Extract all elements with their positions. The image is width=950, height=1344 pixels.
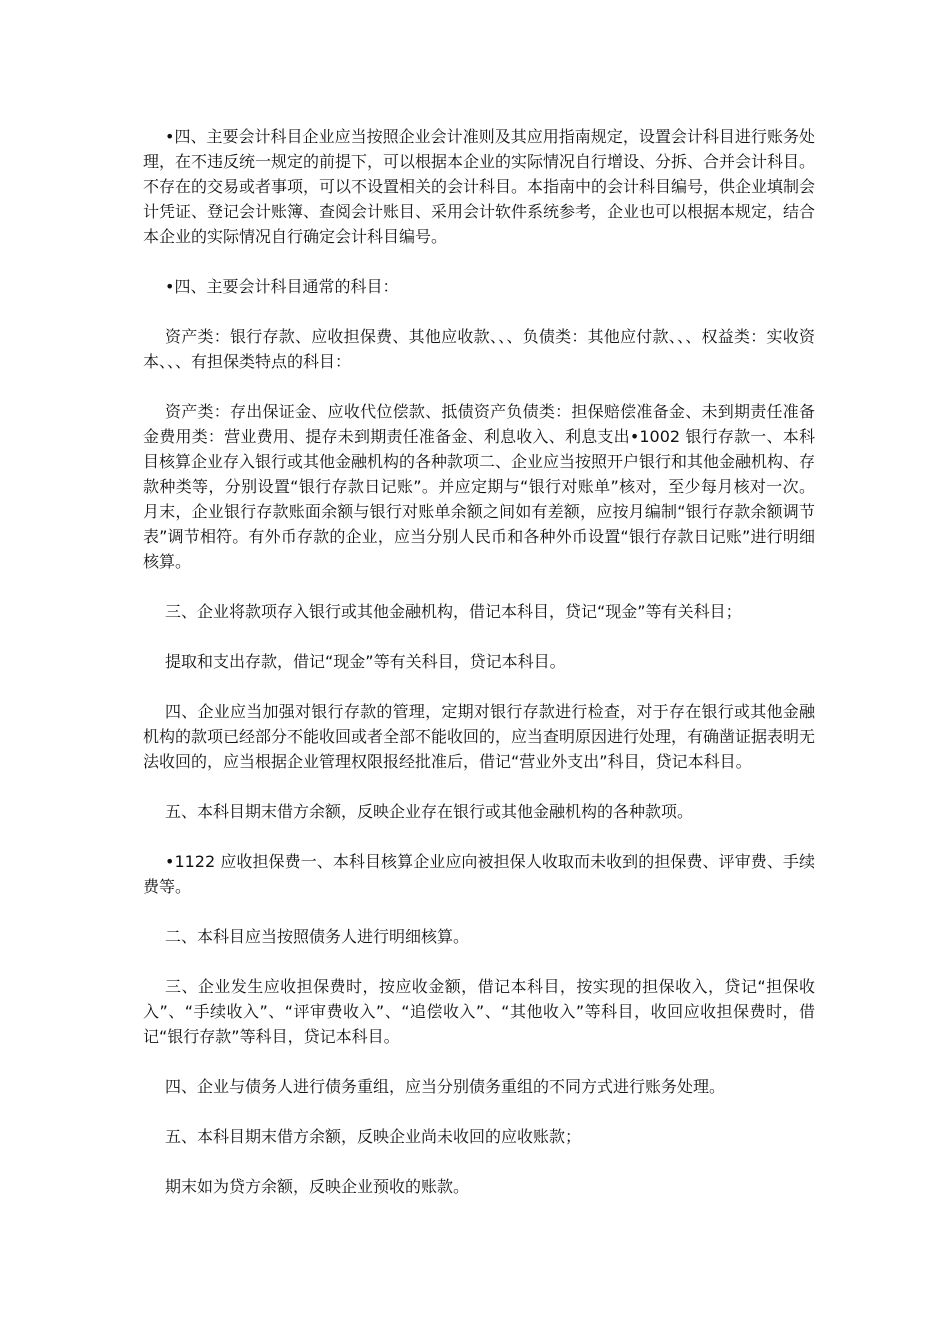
paragraph-withdrawal-entry: 提取和支出存款，借记“现金”等有关科目，贷记本科目。 [165, 652, 566, 671]
paragraph-receivable-balance: 五、本科目期末借方余额，反映企业尚未收回的应收账款； [165, 1127, 582, 1146]
paragraph-subject-setup: •四、主要会计科目企业应当按照企业会计准则及其应用指南规定，设置会计科目进行账务处理，在不违反统一规定的前提下，可以根据本企业的实际情况自行增设、分拆、合并会计科目。不存在的交易或者事项，可以不设置相关的会计科目。本指南中的会计科目编号，供企业填制会计凭证、登记会计账簿、查阅会计账目、采用会计软件系统参考，企业也可以根据本规定，结合本企业的实际情况自行确定会计科目编号。 [143, 127, 816, 246]
document-body [143, 124, 815, 1224]
paragraph-general-subjects: 资产类：银行存款、应收担保费、其他应收款、、、负债类：其他应付款、、、权益类：实收资本、、、有担保类特点的科目： [143, 327, 815, 371]
paragraph-deposit-balance: 五、本科目期末借方余额，反映企业存在银行或其他金融机构的各种款项。 [165, 802, 694, 821]
paragraph-receivable-fee: •1122 应收担保费一、本科目核算企业应向被担保人收取而未收到的担保费、评审费、手续费等。 [143, 852, 815, 896]
paragraph-receivable-entry: 三、企业发生应收担保费时，按应收金额，借记本科目，按实现的担保收入，贷记“担保收入”、“手续收入”、“评审费收入”、“追偿收入”、“其他收入”等科目，收回应收担保费时，借记“银行存款”等科目，贷记本科目。 [143, 977, 815, 1046]
paragraph-credit-balance: 期末如为贷方余额，反映企业预收的账款。 [165, 1177, 470, 1196]
paragraph-guarantee-subjects: 资产类：存出保证金、应收代位偿款、抵债资产负债类：担保赔偿准备金、未到期责任准备金费用类：营业费用、提存未到期责任准备金、利息收入、利息支出•1002 银行存款一、本科目核算企业存入银行或其他金融机构的各种款项二、企业应当按照开户银行和其他金融机构、存款种类等，分别设置“银行存款日记账”。并应定期与“银行对账单”核对，至少每月核对一次。月末，企业银行存款账面余额与银行对账单余额之间如有差额，应按月编制“银行存款余额调节表”调节相符。有外币存款的企业，应当分别人民币和各种外币设置“银行存款日记账”进行明细核算。 [143, 402, 816, 571]
paragraph-debtor-detail: 二、本科目应当按照债务人进行明细核算。 [165, 927, 470, 946]
paragraph-common-subjects-heading: •四、主要会计科目通常的科目： [165, 277, 399, 296]
paragraph-debt-restructuring: 四、企业与债务人进行债务重组，应当分别债务重组的不同方式进行账务处理。 [165, 1077, 726, 1096]
paragraph-deposit-entry: 三、企业将款项存入银行或其他金融机构，借记本科目，贷记“现金”等有关科目； [165, 602, 742, 621]
paragraph-deposit-management: 四、企业应当加强对银行存款的管理，定期对银行存款进行检查，对于存在银行或其他金融机构的款项已经部分不能收回或者全部不能收回的，应当查明原因进行处理，有确凿证据表明无法收回的，应当根据企业管理权限报经批准后，借记“营业外支出”科目，贷记本科目。 [143, 702, 816, 771]
